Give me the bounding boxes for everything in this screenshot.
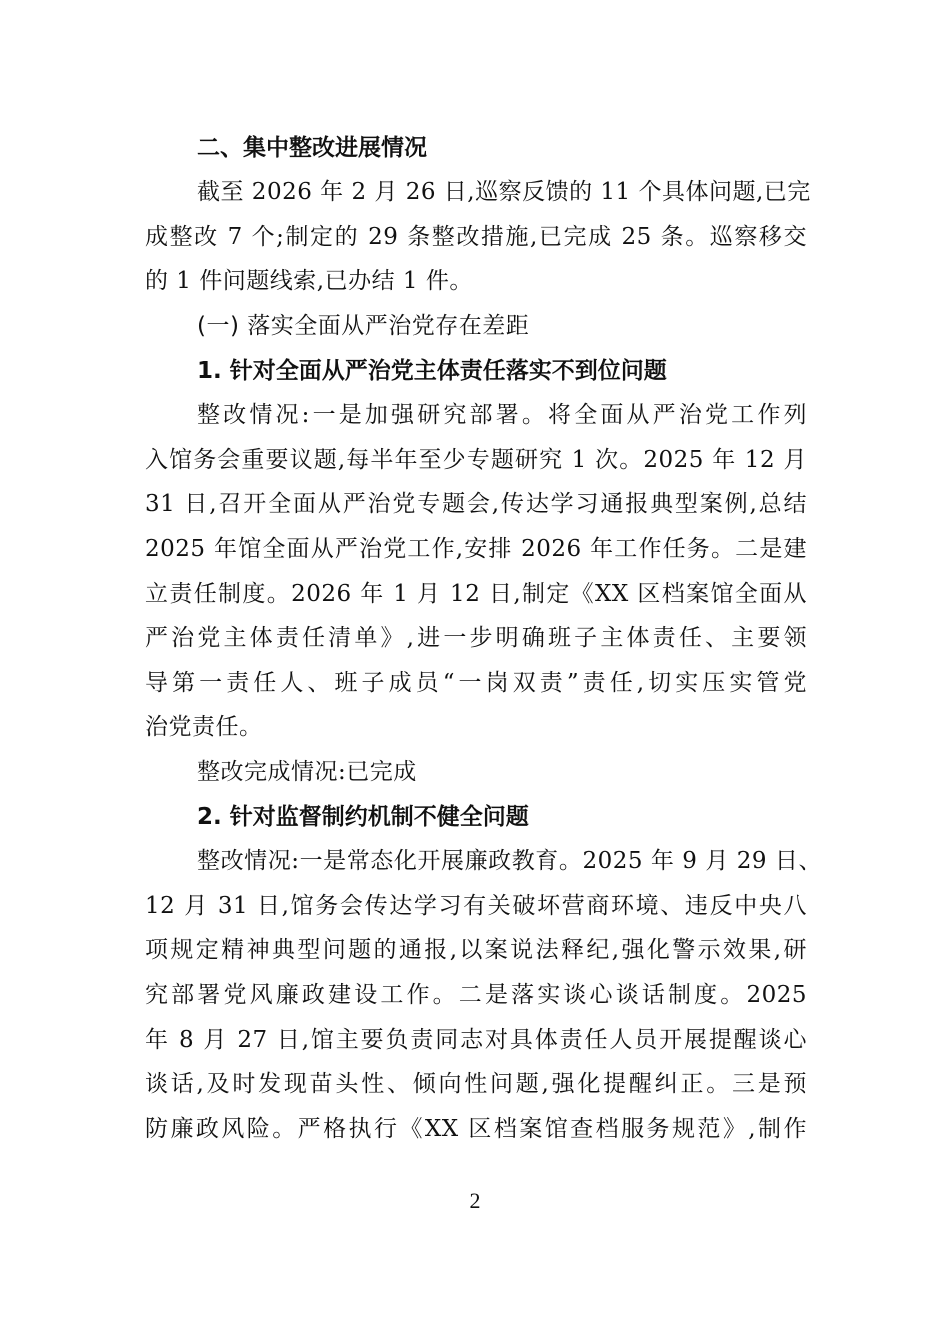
intro-line: 的 1 件问题线索,已办结 1 件。 bbox=[145, 268, 473, 294]
item1-line: 导第一责任人、班子成员“一岗双责”责任,切实压实管党 bbox=[145, 670, 807, 696]
section-heading: 二、集中整改进展情况 bbox=[197, 135, 427, 161]
intro-line: 截至 2026 年 2 月 26 日,巡察反馈的 11 个具体问题,已完 bbox=[197, 179, 811, 205]
item1-line: 31 日,召开全面从严治党专题会,传达学习通报典型案例,总结 bbox=[145, 491, 807, 517]
item1-line: 严治党主体责任清单》,进一步明确班子主体责任、主要领 bbox=[145, 625, 807, 651]
item1-line: 整改情况:一是加强研究部署。将全面从严治党工作列 bbox=[197, 402, 807, 428]
item1-completion: 整改完成情况:已完成 bbox=[197, 759, 417, 785]
intro-line: 成整改 7 个;制定的 29 条整改措施,已完成 25 条。巡察移交 bbox=[145, 224, 807, 250]
item2-line: 防廉政风险。严格执行《XX 区档案馆查档服务规范》,制作 bbox=[145, 1116, 807, 1142]
subsection-heading: (一) 落实全面从严治党存在差距 bbox=[197, 313, 530, 339]
page-number: 2 bbox=[469, 1188, 481, 1213]
item2-line: 整改情况:一是常态化开展廉政教育。2025 年 9 月 29 日、 bbox=[197, 848, 822, 874]
item1-line: 2025 年馆全面从严治党工作,安排 2026 年工作任务。二是建 bbox=[145, 536, 807, 562]
item2-line: 年 8 月 27 日,馆主要负责同志对具体责任人员开展提醒谈心 bbox=[145, 1027, 807, 1053]
item2-line: 究部署党风廉政建设工作。二是落实谈心谈话制度。2025 bbox=[145, 982, 807, 1008]
item2-line: 项规定精神典型问题的通报,以案说法释纪,强化警示效果,研 bbox=[145, 937, 807, 963]
item2-line: 12 月 31 日,馆务会传达学习有关破坏营商环境、违反中央八 bbox=[145, 893, 807, 919]
item1-title: 1. 针对全面从严治党主体责任落实不到位问题 bbox=[197, 358, 667, 384]
item1-line: 治党责任。 bbox=[145, 714, 263, 740]
item1-line: 入馆务会重要议题,每半年至少专题研究 1 次。2025 年 12 月 bbox=[145, 447, 807, 473]
item2-line: 谈话,及时发现苗头性、倾向性问题,强化提醒纠正。三是预 bbox=[145, 1071, 807, 1097]
item2-title: 2. 针对监督制约机制不健全问题 bbox=[197, 804, 529, 830]
item1-line: 立责任制度。2026 年 1 月 12 日,制定《XX 区档案馆全面从 bbox=[145, 581, 807, 607]
